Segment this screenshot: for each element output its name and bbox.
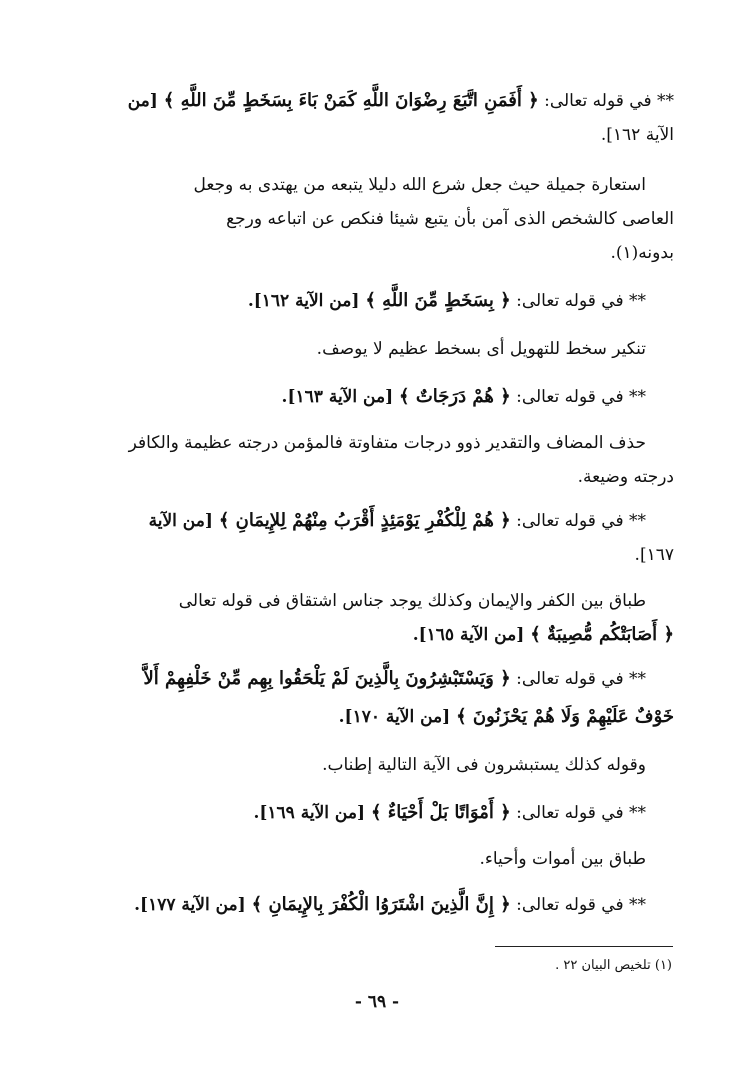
verse-reference: [من bbox=[127, 91, 164, 111]
commentary-text: العاصى كالشخص الذى آمن بأن يتبع شيئا فنكص عن اتباعه ورجع bbox=[226, 209, 674, 229]
commentary-line bbox=[317, 334, 646, 364]
quran-verse: ﴿ أَصَابَتْكُم مُّصِيبَةٌ ﴾ bbox=[530, 624, 674, 645]
verse-line bbox=[248, 286, 646, 316]
quran-verse: ﴿ هُمْ دَرَجَاتٌ ﴾ bbox=[399, 386, 511, 407]
commentary-line bbox=[578, 462, 674, 492]
commentary-line bbox=[226, 204, 674, 234]
verse-reference: [من الآية ١٧٧]. bbox=[134, 895, 252, 915]
quran-verse: ﴿ بِسَخَطٍ مِّنَ اللَّهِ ﴾ bbox=[365, 290, 511, 311]
commentary-text: طباق بين أموات وأحياء. bbox=[479, 849, 646, 869]
commentary-line bbox=[322, 750, 646, 780]
verse-line bbox=[339, 702, 674, 732]
commentary-text: درجته وضيعة. bbox=[577, 467, 674, 487]
quran-verse: ﴿ إِنَّ الَّذِينَ اشْتَرَوُا الْكُفْرَ بِالإِيمَانِ ﴾ bbox=[251, 894, 511, 915]
page-number: - ٦٩ - bbox=[354, 992, 400, 1012]
commentary-line bbox=[479, 844, 646, 874]
commentary-line bbox=[610, 238, 674, 268]
verse-line bbox=[282, 382, 646, 412]
intro-text: ** في قوله تعالى: bbox=[510, 803, 646, 823]
commentary-line bbox=[193, 170, 646, 200]
verse-line bbox=[253, 798, 646, 828]
quran-verse: ﴿ أَفَمَنِ اتَّبَعَ رِضْوَانَ اللَّهِ كَمَنْ بَاءَ بِسَخَطٍ مِّنَ اللَّهِ ﴾ bbox=[163, 90, 539, 111]
verse-line bbox=[134, 890, 646, 920]
commentary-text: تنكير سخط للتهويل أى بسخط عظيم لا يوصف. bbox=[316, 339, 646, 359]
quran-verse: خَوْفٌ عَلَيْهِمْ وَلَا هُمْ يَحْزَنُونَ ﴾ bbox=[456, 706, 674, 727]
verse-reference-line bbox=[601, 120, 674, 150]
commentary-text: بدونه(١). bbox=[610, 243, 674, 263]
quran-verse: ﴿ هُمْ لِلْكُفْرِ يَوْمَئِذٍ أَقْرَبُ مِنْهُمْ لِلإِيمَانِ ﴾ bbox=[218, 510, 511, 531]
verse-reference: [من الآية ١٧٠]. bbox=[338, 707, 457, 727]
commentary-line bbox=[129, 428, 646, 458]
intro-text: ** في قوله تعالى: bbox=[510, 895, 646, 915]
verse-reference-line bbox=[635, 540, 674, 570]
verse-reference: ١٦٧]. bbox=[634, 545, 674, 565]
verse-reference: [من الآية ١٦٣]. bbox=[281, 387, 400, 407]
verse-reference: الآية ١٦٢]. bbox=[600, 125, 674, 145]
verse-line bbox=[144, 664, 646, 694]
verse-line bbox=[413, 620, 674, 650]
commentary-text: وقوله كذلك يستبشرون فى الآية التالية إطناب. bbox=[322, 755, 646, 775]
verse-reference: [من الآية ١٦٥]. bbox=[412, 625, 531, 645]
verse-reference: [من الآية ١٦٩]. bbox=[253, 803, 371, 823]
commentary-text: استعارة جميلة حيث جعل شرع الله دليلا يتبعه من يهتدى به وجعل bbox=[193, 175, 646, 195]
commentary-text: طباق بين الكفر والإيمان وكذلك يوجد جناس اشتقاق فى قوله تعالى bbox=[178, 591, 646, 611]
commentary-line bbox=[179, 586, 646, 616]
commentary-text: حذف المضاف والتقدير ذوو درجات متفاوتة فالمؤمن درجته عظيمة والكافر bbox=[128, 433, 646, 453]
intro-text: ** في قوله تعالى: bbox=[510, 669, 646, 689]
footnote: (١) تلخيص البيان ٢٢ . bbox=[555, 958, 672, 973]
intro-text: ** في قوله تعالى: bbox=[510, 511, 646, 531]
intro-text: ** في قوله تعالى: bbox=[538, 91, 674, 111]
verse-reference: [من الآية bbox=[148, 511, 219, 531]
quran-verse: ﴿ وَيَسْتَبْشِرُونَ بِالَّذِينَ لَمْ يَلْحَقُوا بِهِم مِّنْ خَلْفِهِمْ أَلاَّ bbox=[143, 668, 511, 689]
quran-verse: ﴿ أَمْوَاتًا بَلْ أَحْيَاءٌ ﴾ bbox=[370, 802, 511, 823]
verse-line bbox=[149, 506, 646, 536]
verse-line bbox=[128, 86, 674, 116]
intro-text: ** في قوله تعالى: bbox=[510, 387, 646, 407]
footnote-divider bbox=[495, 946, 673, 947]
verse-reference: [من الآية ١٦٢]. bbox=[247, 291, 366, 311]
intro-text: ** في قوله تعالى: bbox=[510, 291, 646, 311]
